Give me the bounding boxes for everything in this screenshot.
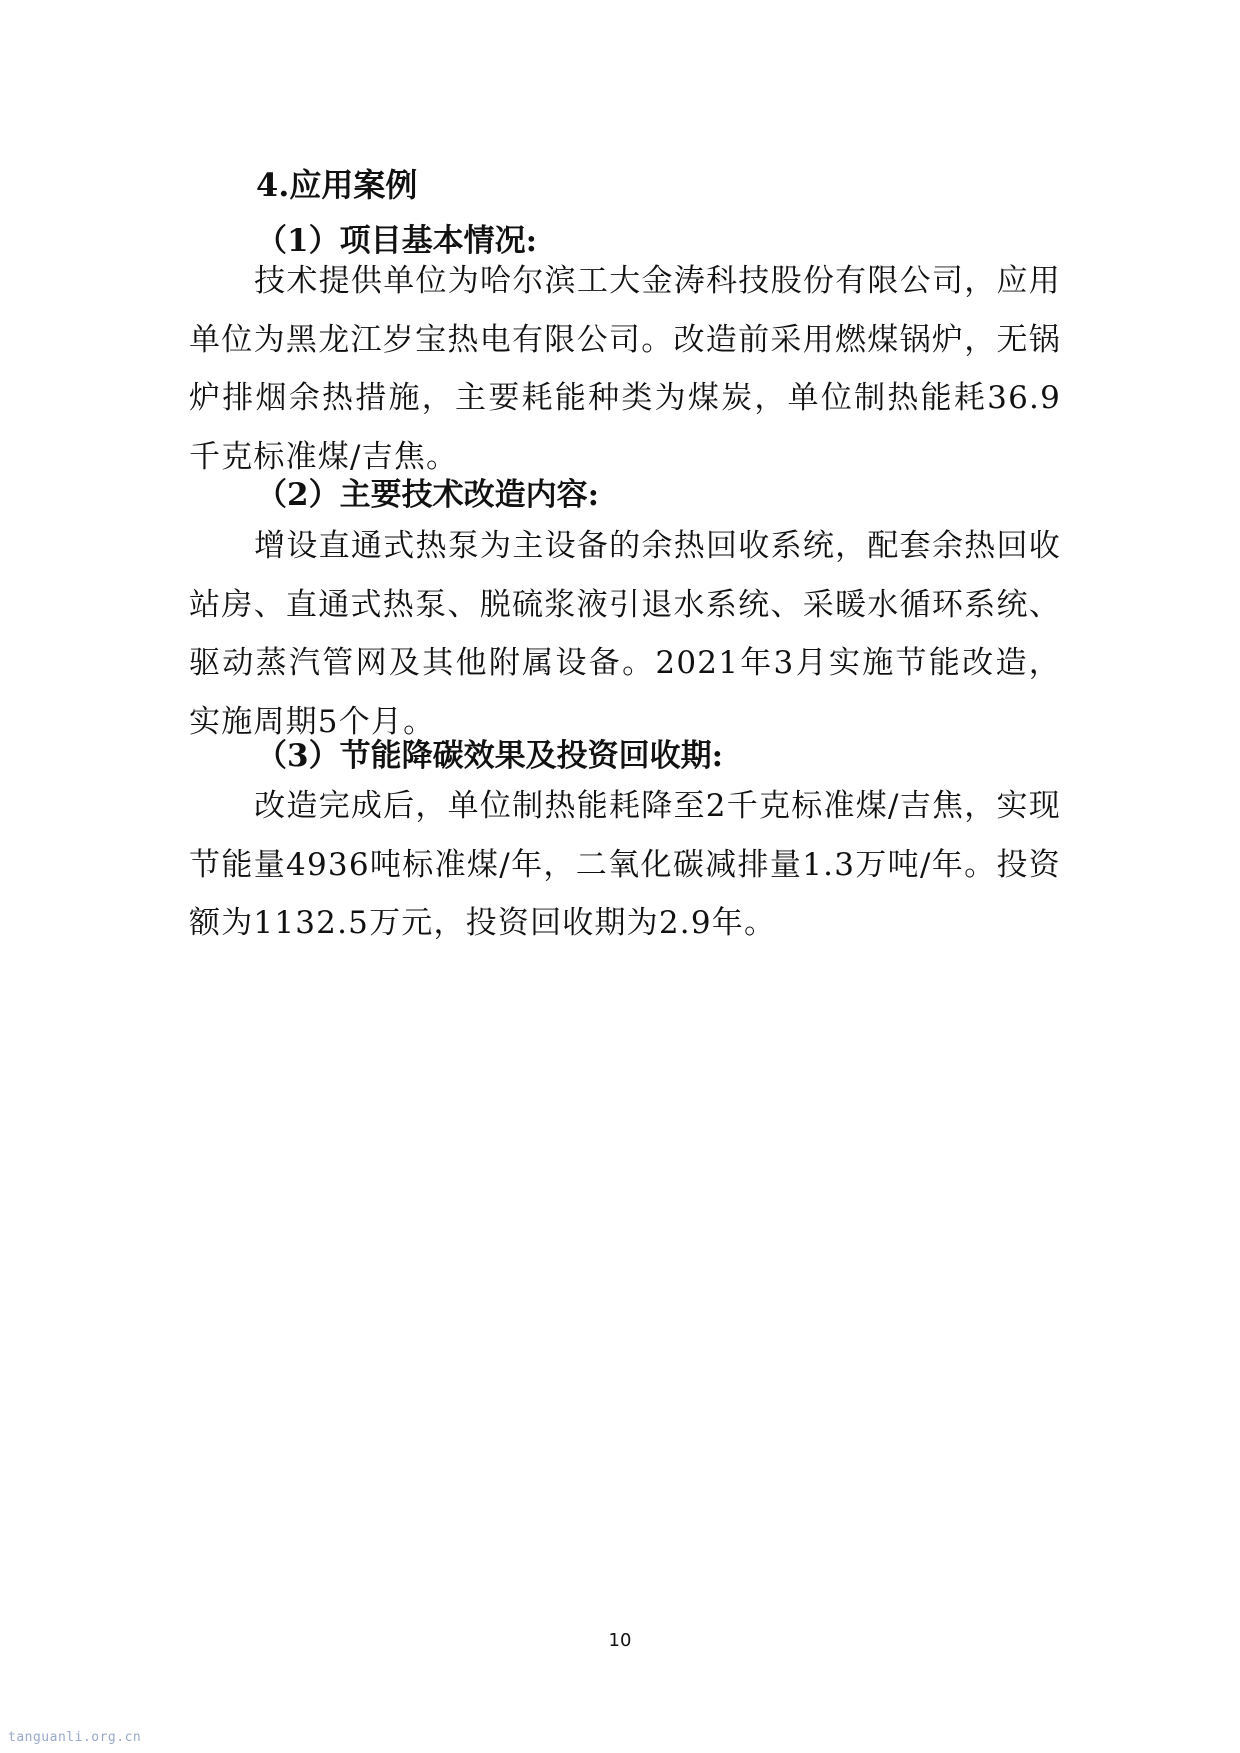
subsection-body-1: 技术提供单位为哈尔滨工大金涛科技股份有限公司，应用单位为黑龙江岁宝热电有限公司。改造前采用燃煤锅炉，无锅炉排烟余热措施，主要耗能种类为煤炭，单位制热能耗36.9千克标准煤/吉焦。: [189, 263, 1061, 475]
subsection-title-1: （1）项目基本情况:: [256, 223, 538, 259]
watermark-text: tanguanli.org.cn: [8, 1730, 142, 1745]
page-number: 10: [608, 1630, 632, 1651]
subsection-title-2: （2）主要技术改造内容:: [256, 477, 600, 513]
subsection-title-3: （3）节能降碳效果及投资回收期:: [256, 738, 724, 774]
section-heading: 4.应用案例: [256, 166, 418, 204]
subsection-body-3: 改造完成后，单位制热能耗降至2千克标准煤/吉焦，实现节能量4936吨标准煤/年，二氧化碳减排量1.3万吨/年。投资额为1132.5万元，投资回收期为2.9年。: [189, 788, 1061, 941]
subsection-body-2: 增设直通式热泵为主设备的余热回收系统，配套余热回收站房、直通式热泵、脱硫浆液引退水系统、采暖水循环系统、驱动蒸汽管网及其他附属设备。2021年3月实施节能改造，实施周期5个月。: [189, 528, 1061, 740]
